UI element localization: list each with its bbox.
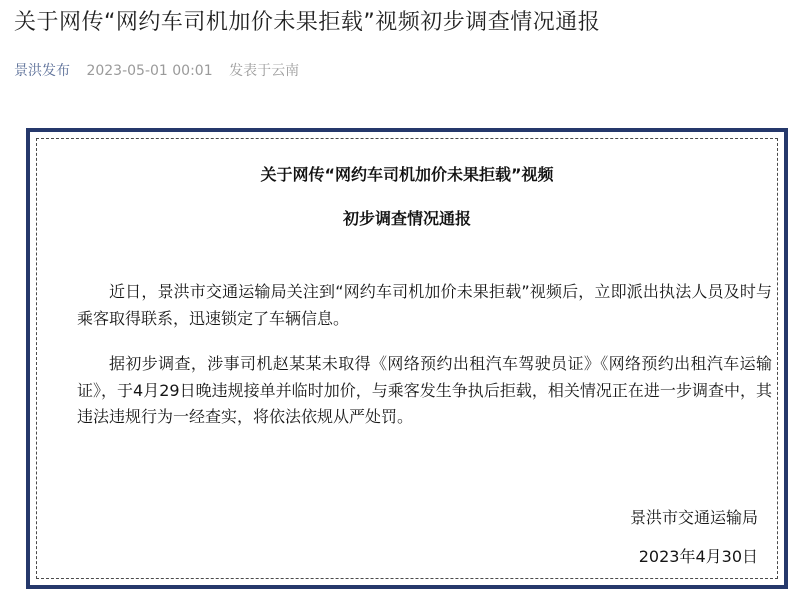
- notice-paragraph-2: 据初步调查，涉事司机赵某某未取得《网络预约出租汽车驾驶员证》《网络预约出租汽车运输证》，于4月29日晚违规接单并临时加价，与乘客发生争执后拒载，相关情况正在进一步调查中，其违法违规行为一经查实，将依法依规从严处罚。: [77, 354, 772, 426]
- article-title: 关于网传“网约车司机加价未果拒载”视频初步调查情况通报: [14, 10, 601, 35]
- account-name-link[interactable]: 景洪发布: [14, 63, 70, 79]
- notice-image: [26, 128, 788, 589]
- publish-location: 发表于云南: [229, 63, 300, 79]
- notice-dashed-frame: [36, 138, 778, 579]
- notice-paragraph-1: 近日，景洪市交通运输局关注到“网约车司机加价未果拒载”视频后，立即派出执法人员及时与乘客取得联系，迅速锁定了车辆信息。: [77, 282, 772, 328]
- publish-time: 2023-05-01 00:01: [86, 63, 213, 79]
- signature-organization: 景洪市交通运输局: [629, 508, 758, 527]
- notice-title-line2: 初步调查情况通报: [342, 209, 471, 228]
- notice-title-line1: 关于网传“网约车司机加价未果拒载”视频: [260, 165, 554, 184]
- article-meta: [14, 61, 299, 81]
- signature-date: 2023年4月30日: [638, 547, 758, 566]
